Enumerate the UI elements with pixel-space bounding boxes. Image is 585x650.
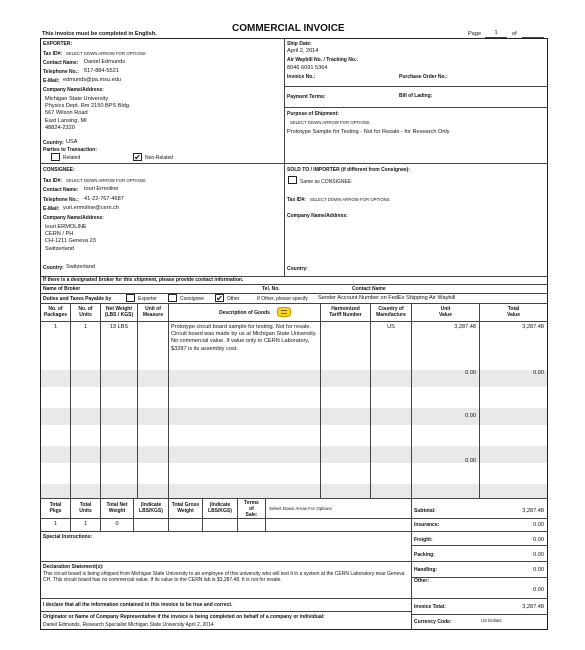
same-as-consignee-checkbox[interactable] [288,176,297,184]
currency-code-select[interactable]: US Dollars [481,618,502,623]
exporter-contact-label: Contact Name: [43,60,79,66]
col-header-description: Description of Goods [219,310,270,316]
exporter-tax-id-select[interactable]: SELECT DOWN ARROW FOR OPTIONS [66,51,146,56]
originator-field[interactable]: Daniel Edmunds, Research Specialist Michigan State University April 2, 2014 [43,622,214,628]
row-weight[interactable]: 13 LBS [109,324,129,330]
totals-header-net-weight: Total Net Weight [106,502,128,514]
sold-to-country-label: Country: [287,266,308,272]
totals-header-pkgs: Total Pkgs [49,502,62,514]
bill-of-lading-label: Bill of Lading: [399,93,433,99]
packing-label: Packing: [414,552,435,558]
exporter-phone-label: Telephone No.: [43,69,79,75]
col-header-total-value: Total Value [506,306,521,318]
purchase-order-label: Purchase Order No.: [399,74,448,80]
waybill-label: Air Waybill No. / Tracking No.: [287,57,358,63]
col-header-tariff: Harmonized Tariff Number [329,306,362,318]
sold-to-heading: SOLD TO / IMPORTER (if different from Consignee): [287,167,410,173]
consignee-phone-field[interactable]: 41-22-767-4687 [84,196,124,202]
consignee-phone-label: Telephone No.: [43,197,79,203]
consignee-company-label: Company Name/Address: [43,215,104,221]
row-country[interactable]: US [387,324,395,330]
invoice-number-label: Invoice No.: [287,74,316,80]
duties-other-label: Other [227,296,240,302]
duties-exporter-checkbox[interactable] [126,294,135,302]
exporter-address-field[interactable]: Michigan State University Physics Dept. Rm 2150 BPS Bldg. 567 Wilson Road East Lansing, MI 48824-2320 [45,96,131,131]
broker-tel-label: Tel. No. [262,286,280,292]
row-total-value[interactable]: 3,287.48 [522,324,544,330]
ship-date-field[interactable]: April 2, 2014 [287,48,319,54]
duties-label: Duties and Taxes Payable by [43,296,112,302]
consignee-country-field[interactable]: Switzerland [66,264,95,270]
of-label: of [512,31,517,37]
duties-exporter-label: Exporter [138,296,157,302]
exporter-country-field[interactable]: USA [66,139,78,145]
exporter-email-field[interactable]: edmunds@pa.msu.edu [63,77,121,83]
exporter-country-label: Country: [43,140,64,146]
consignee-email-field[interactable]: yuri.ermoline@cern.ch [63,205,120,211]
totals-header-net-unit: (Indicate LBS/KGS) [139,502,163,514]
duties-specify-field[interactable]: Sender Account Number on FedEx Shipping Air Waybill [318,295,456,301]
consignee-heading: CONSIGNEE: [43,167,75,173]
row-packages[interactable]: 1 [53,324,58,330]
total-net-weight-field[interactable]: 0 [115,521,119,527]
related-label: Related [63,155,81,161]
consignee-contact-field[interactable]: Iouri Ermoline [84,186,119,192]
insurance-value[interactable]: 0.00 [533,522,544,528]
totals-header-gross-unit: (Indicate LBS/KGS) [208,502,232,514]
comment-icon[interactable] [277,307,291,317]
total-units-field[interactable]: 1 [83,521,88,527]
currency-code-label: Currency Code: [414,619,452,625]
exporter-tax-id-label: Tax ID#: [43,51,63,57]
non-related-checkbox[interactable]: ✔ [134,153,141,162]
totals-header-units: Total Units [79,502,92,514]
originator-label: Originator or Name of Company Representative if the invoice is being completed on behalf of a company or individual: [43,614,325,620]
parties-label: Parties to Transaction: [43,147,97,153]
row-unit-value[interactable]: 3,287.48 [454,324,476,330]
col-header-unit-measure: Unit of Measure [142,306,164,318]
col-header-unit-value: Unit Value [438,306,453,318]
duties-specify-label: If Other, please specify [257,296,308,302]
total-pkgs-field[interactable]: 1 [53,521,58,527]
broker-notice: If there is a designated broker for this shipment, please provide contact information. [43,277,244,283]
row-value-1[interactable]: 0.00 [465,413,476,419]
page-label: Page [468,31,482,37]
col-header-net-weight: Net Weight (LBS / KGS) [104,306,134,318]
payment-terms-label: Payment Terms: [287,94,326,100]
col-header-units: No. of Units [78,306,93,318]
other-charge-value[interactable]: 0.00 [533,587,544,593]
certify-statement: I declare that all the information contained in this invoice to be true and correct. [43,602,233,608]
packing-value[interactable]: 0.00 [533,552,544,558]
consignee-country-label: Country: [43,265,64,271]
handling-label: Handling: [414,567,438,573]
ship-date-label: Ship Date: [287,41,312,47]
exporter-phone-field[interactable]: 517-884-5521 [84,68,119,74]
exporter-company-label: Company Name/Address: [43,87,104,93]
consignee-tax-id-label: Tax ID#: [43,178,63,184]
freight-label: Freight: [414,537,433,543]
row-units[interactable]: 1 [83,324,88,330]
purpose-select[interactable]: SELECT DOWN ARROW FOR OPTIONS [290,120,370,125]
consignee-contact-label: Contact Name: [43,187,79,193]
special-instructions-label: Special Instructions: [43,534,93,540]
row-description[interactable]: Prototype circuit board sample for testing. Not for resale. Circuit board was made by us at Michigan State University. No commercial value. If value only to CERN Laboratory, $3287 is its assembly cost. [171,324,317,352]
purpose-field[interactable]: Prototype Sample for Testing - Not for Resale - for Research Only [287,129,450,135]
english-notice: This invoice must be completed in English. [42,31,157,37]
insurance-label: Insurance: [414,522,440,528]
consignee-email-label: E-Mail: [43,206,60,212]
consignee-address-field[interactable]: Iouri ERMOLINE CERN / PH CH-1211 Geneva 23 Switzerland [45,224,96,252]
freight-value[interactable]: 0.00 [533,537,544,543]
invoice-total-label: Invoice Total: [414,604,446,610]
waybill-field[interactable]: 8046 6091 5364 [287,65,328,71]
declaration-label: Declaration Statement(s): [43,564,104,570]
exporter-heading: EXPORTER: [43,41,73,47]
sold-to-tax-id-select[interactable]: SELECT DOWN ARROW FOR OPTIONS [310,197,390,202]
duties-consignee-label: Consignee [180,296,204,302]
handling-value[interactable]: 0.00 [533,567,544,573]
totals-header-gross-weight: Total Gross Weight [171,502,200,514]
exporter-email-label: E-Mail: [43,78,60,84]
col-header-packages: No. of Packages [43,306,68,318]
same-as-consignee-label: Same as CONSIGNEE: [300,179,353,185]
row-value-3[interactable]: 0.00 [533,370,544,376]
sold-to-company-label: Company Name/Address: [287,213,348,219]
terms-of-sale-label: Terms of Sale: [244,500,259,518]
document-title: COMMERCIAL INVOICE [232,23,345,34]
other-charge-label: Other: [414,578,429,584]
non-related-label: Non-Related [145,155,174,161]
page-number-field[interactable]: 1 [494,30,498,36]
terms-of-sale-select[interactable]: Select Down Arrow For Options [269,506,332,511]
row-value-2[interactable]: 0.00 [465,458,476,464]
duties-other-checkbox[interactable]: ✔ [216,294,223,303]
exporter-contact-field[interactable]: Daniel Edmunds [84,59,126,65]
consignee-tax-id-select[interactable]: SELECT DOWN ARROW FOR OPTIONS [66,178,146,183]
declaration-text[interactable]: This circuit board is being shipped from Michigan State University to an employee of this university who will test it in a system at the CERN Laboratory near Geneva CH. This circuit board has no commercial value. If its value to the CERN lab is $3,287.48. It is not for resale. [43,571,405,583]
col-header-country: Country of Manufacture [376,306,406,318]
broker-contact-label: Contact Name [352,286,386,292]
subtotal-label: Subtotal: [414,508,436,514]
purpose-label: Purpose of Shipment: [287,111,339,117]
duties-consignee-checkbox[interactable] [168,294,177,302]
invoice-total-value[interactable]: 3,287.48 [522,604,544,610]
broker-name-label: Name of Broker [43,286,81,292]
subtotal-value[interactable]: 3,287.48 [522,508,544,514]
row-value-0[interactable]: 0.00 [465,370,476,376]
sold-to-tax-id-label: Tax ID#: [287,197,307,203]
related-checkbox[interactable] [51,153,60,161]
